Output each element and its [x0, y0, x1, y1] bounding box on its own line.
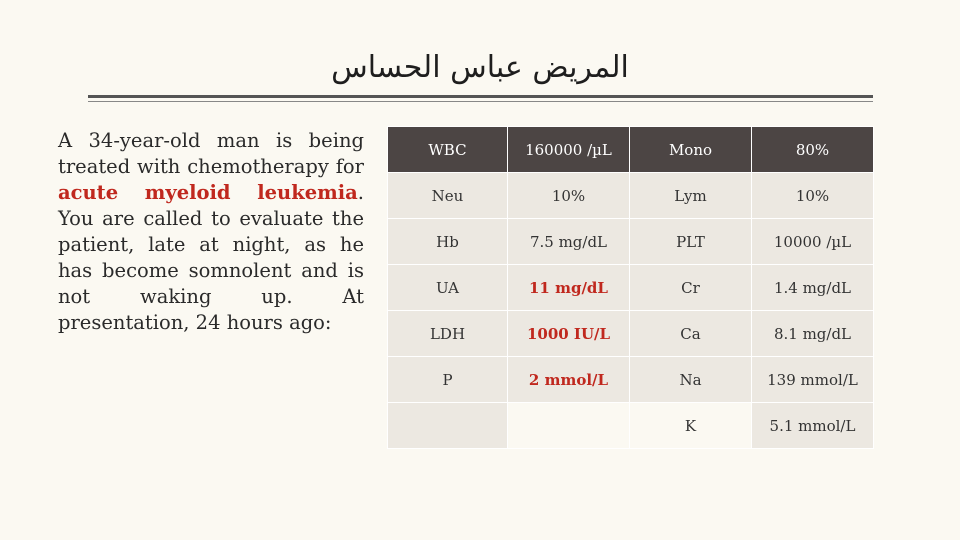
lab-value-lym: 10%: [752, 173, 874, 219]
lab-label-hb: Hb: [388, 219, 508, 265]
table-row: [388, 219, 874, 265]
title-divider-thick: [88, 95, 873, 98]
lab-value-hb: 7.5 mg/dL: [508, 219, 630, 265]
lab-value-plt: 10000 /µL: [752, 219, 874, 265]
table-row: [388, 127, 874, 173]
table-row: [388, 311, 874, 357]
lab-label-na: Na: [630, 357, 752, 403]
lab-label-lym: Lym: [630, 173, 752, 219]
lab-value-k: 5.1 mmol/L: [752, 403, 874, 449]
title-divider-thin: [88, 101, 873, 102]
lab-value-empty: [508, 403, 630, 449]
lab-label-k: K: [630, 403, 752, 449]
slide-title: المريض عباس الحساس: [331, 50, 629, 85]
lab-label-ldh: LDH: [388, 311, 508, 357]
table-row: [388, 265, 874, 311]
lab-value-wbc: 160000 /µL: [508, 127, 630, 173]
lab-value-ua: 11 mg/dL: [508, 265, 630, 311]
table-row: [388, 173, 874, 219]
lab-label-mono: Mono: [630, 127, 752, 173]
diagnosis-highlight: acute myeloid leukemia: [58, 181, 358, 204]
lab-label-empty: [388, 403, 508, 449]
lab-label-neu: Neu: [388, 173, 508, 219]
lab-label-wbc: WBC: [388, 127, 508, 173]
lab-value-cr: 1.4 mg/dL: [752, 265, 874, 311]
lab-value-na: 139 mmol/L: [752, 357, 874, 403]
table-row: [388, 403, 874, 449]
lab-results-table: [387, 126, 874, 449]
lab-value-ca: 8.1 mg/dL: [752, 311, 874, 357]
lab-label-ca: Ca: [630, 311, 752, 357]
table-row: [388, 357, 874, 403]
lab-label-cr: Cr: [630, 265, 752, 311]
lab-label-plt: PLT: [630, 219, 752, 265]
case-description: [58, 128, 364, 336]
lab-value-ldh: 1000 IU/L: [508, 311, 630, 357]
case-text-rest: . You are called to evaluate the patient, late at night, as he has become somnolent and is not waking up. At presentation, 24 hours ago:: [58, 181, 364, 334]
case-text-intro: A 34-year-old man is being treated with chemotherapy for: [58, 129, 364, 178]
lab-label-ua: UA: [388, 265, 508, 311]
lab-value-mono: 80%: [752, 127, 874, 173]
lab-value-p: 2 mmol/L: [508, 357, 630, 403]
lab-value-neu: 10%: [508, 173, 630, 219]
lab-label-p: P: [388, 357, 508, 403]
